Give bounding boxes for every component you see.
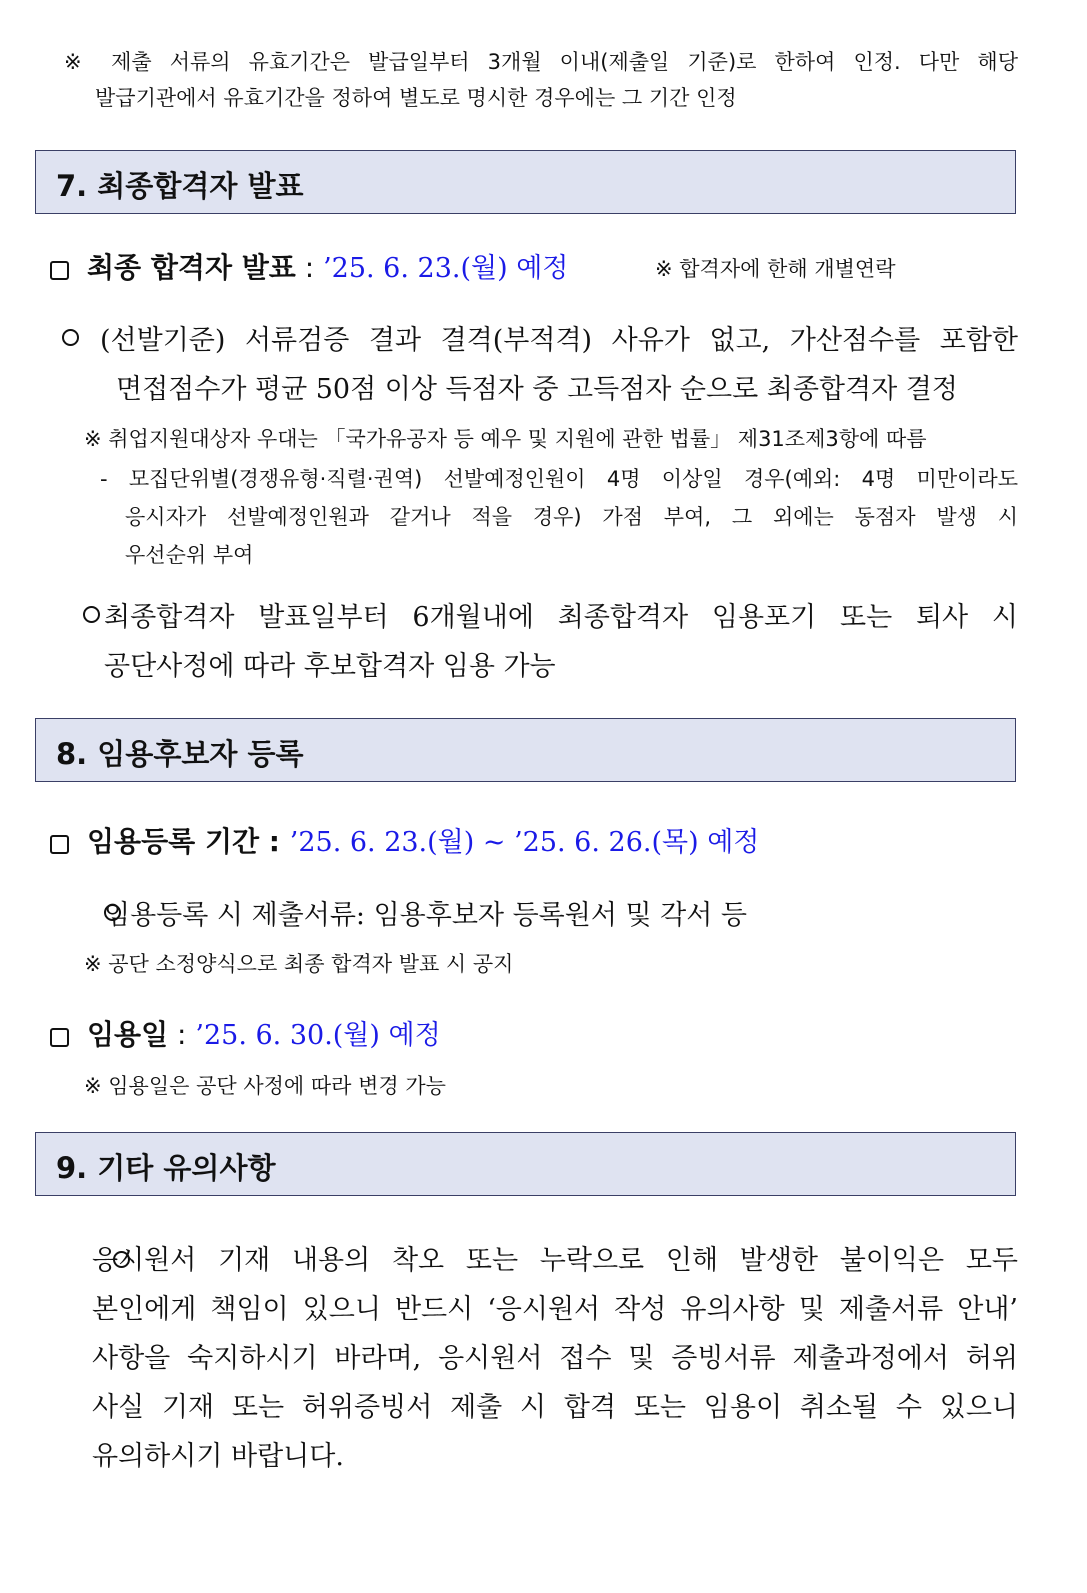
final-announcement-date: ’25. 6. 23.(월) 예정 xyxy=(323,253,569,284)
appointment-date-value: ’25. 6. 30.(월) 예정 xyxy=(195,1020,441,1051)
registration-period-date: ’25. 6. 23.(월) ~ ’25. 6. 26.(목) 예정 xyxy=(289,827,760,858)
registration-period-item xyxy=(50,820,759,860)
appointment-date-separator: : xyxy=(168,1018,196,1051)
notice-line4: 사실 기재 또는 허위증빙서 제출 시 합격 또는 임용이 취소될 수 있으니 xyxy=(92,1392,1018,1423)
section-7-title: 7. 최종합격자 발표 xyxy=(56,169,304,203)
tie-rule-line2: 응시자가 선발예정인원과 같거나 적을 경우) 가점 부여, 그 외에는 동점자 발생 시 xyxy=(125,505,1018,529)
notice-line3: 사항을 숙지하시기 바라며, 응시원서 접수 및 증빙서류 제출과정에서 허위 xyxy=(92,1343,1018,1374)
tie-rule-line3: 우선순위 부여 xyxy=(125,543,254,567)
appointment-date-note: ※ 임용일은 공단 사정에 따라 변경 가능 xyxy=(84,1074,446,1098)
section-9-title: 9. 기타 유의사항 xyxy=(56,1151,276,1185)
notice-line1: 응시원서 기재 내용의 착오 또는 누락으로 인해 발생한 불이익은 모두 xyxy=(92,1245,1018,1276)
checkbox-square-icon xyxy=(50,835,69,854)
registration-period-separator: : xyxy=(259,825,290,858)
final-announcement-item xyxy=(50,246,568,286)
reserve-candidates-line1: 최종합격자 발표일부터 6개월내에 최종합격자 임용포기 또는 퇴사 시 xyxy=(104,602,1018,633)
section-8-header xyxy=(35,718,1016,782)
final-announcement-note: ※ 합격자에 한해 개별연락 xyxy=(655,257,896,281)
appointment-date-item xyxy=(50,1013,441,1053)
notice-line2: 본인에게 책임이 있으니 반드시 ‘응시원서 작성 유의사항 및 제출서류 안내’ xyxy=(92,1294,1018,1325)
notice-line5: 유의하시기 바랍니다. xyxy=(92,1441,344,1472)
bullet-circle-icon xyxy=(83,606,100,623)
appointment-date-label: 임용일 xyxy=(87,1018,169,1051)
checkbox-square-icon xyxy=(50,261,69,280)
registration-documents: 임용등록 시 제출서류: 임용후보자 등록원서 및 각서 등 xyxy=(104,900,747,931)
preference-note: ※ 취업지원대상자 우대는 「국가유공자 등 예우 및 지원에 관한 법률」 제31조제3항에 따름 xyxy=(84,427,927,451)
section-8-title: 8. 임용후보자 등록 xyxy=(56,737,304,771)
registration-form-note: ※ 공단 소정양식으로 최종 합격자 발표 시 공지 xyxy=(84,952,514,976)
intro-note-line2: 발급기관에서 유효기간을 정하여 별도로 명시한 경우에는 그 기간 인정 xyxy=(95,86,737,110)
checkbox-square-icon xyxy=(50,1028,69,1047)
selection-criteria-line1: (선발기준) 서류검증 결과 결격(부적격) 사유가 없고, 가산점수를 포함한 xyxy=(100,325,1018,356)
intro-note-line1: ※ 제출 서류의 유효기간은 발급일부터 3개월 이내(제출일 기준)로 한하여 인정. 다만 해당 xyxy=(64,50,1018,74)
section-9-header xyxy=(35,1132,1016,1196)
tie-rule-line1: - 모집단위별(경쟁유형·직렬·권역) 선발예정인원이 4명 이상일 경우(예외: 4명 미만이라도 xyxy=(100,467,1018,491)
registration-period-label: 임용등록 기간 xyxy=(87,825,260,858)
bullet-circle-icon xyxy=(62,329,79,346)
reserve-candidates-line2: 공단사정에 따라 후보합격자 임용 가능 xyxy=(104,651,556,682)
final-announcement-label: 최종 합격자 발표 xyxy=(87,251,296,284)
selection-criteria-line2: 면접점수가 평균 50점 이상 득점자 중 고득점자 순으로 최종합격자 결정 xyxy=(116,374,958,405)
final-announcement-separator: : xyxy=(295,251,324,284)
section-7-header xyxy=(35,150,1016,214)
